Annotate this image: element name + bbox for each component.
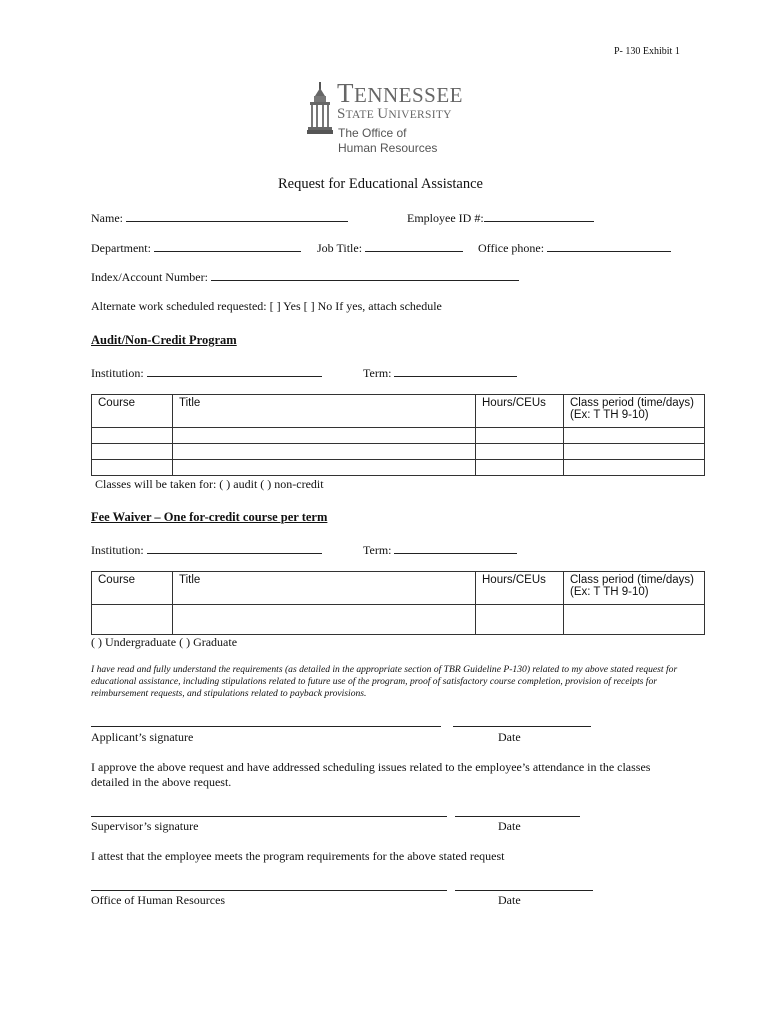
- class-period-header: [564, 572, 705, 605]
- audit-term-field[interactable]: [363, 365, 517, 381]
- approval-text: I approve the above request and have addressed scheduling issues related to the employee’s attendance in the classes detailed in the above request.: [91, 760, 651, 789]
- hr-date-label: Date: [498, 893, 521, 907]
- department-label: Department:: [91, 241, 151, 255]
- table-cell[interactable]: [564, 444, 705, 460]
- table-cell[interactable]: [92, 460, 173, 476]
- hours-header: Hours/CEUs: [476, 395, 564, 428]
- name-label: Name:: [91, 211, 123, 225]
- hr-date-line[interactable]: [455, 890, 593, 891]
- employee-id-label: Employee ID #:: [407, 211, 484, 225]
- course-header: Course: [92, 572, 173, 605]
- table-cell[interactable]: [476, 428, 564, 444]
- supervisor-date-line[interactable]: [455, 816, 580, 817]
- supervisor-signature-label: Supervisor’s signature: [91, 819, 199, 833]
- employee-id-field[interactable]: [407, 210, 594, 226]
- applicant-signature-line[interactable]: [91, 726, 441, 727]
- hr-signature-label: Office of Human Resources: [91, 893, 226, 907]
- acknowledgement-statement: I have read and fully understand the requirements (as detailed in the appropriate section of TBR Guideline P-130) related to my above stated request for educational assistance, including stipulations related to future use of the program, proof of satisfactory course completion, provision of receipts for reimbursement requests, and stipulations related to payback provisions.: [91, 664, 678, 699]
- applicant-signature-label: Applicant’s signature: [91, 730, 194, 744]
- fee-term-blank[interactable]: [394, 542, 517, 554]
- index-account-field[interactable]: [91, 269, 519, 285]
- index-account-blank[interactable]: [211, 269, 519, 281]
- audit-course-table: [91, 394, 705, 476]
- supervisor-date-label: Date: [498, 819, 521, 833]
- logo-line2-rest-u: NIVERSITY: [388, 109, 452, 121]
- logo-line1-initial: T: [337, 78, 354, 108]
- table-header-row: [92, 572, 705, 605]
- office-phone-label: Office phone:: [478, 241, 545, 255]
- class-period-header: [564, 395, 705, 428]
- course-header: Course: [92, 395, 173, 428]
- table-cell[interactable]: [173, 428, 476, 444]
- logo-line2-initial-s: S: [337, 106, 346, 122]
- classes-taken-note: Classes will be taken for: ( ) audit ( ) non-credit: [95, 477, 324, 491]
- table-cell[interactable]: [476, 605, 564, 635]
- audit-institution-field[interactable]: [91, 365, 322, 381]
- table-cell[interactable]: [476, 444, 564, 460]
- office-phone-blank[interactable]: [547, 240, 671, 252]
- fee-term-field[interactable]: [363, 542, 517, 558]
- audit-term-label: Term:: [363, 366, 392, 380]
- class-period-example: (Ex: T TH 9-10): [570, 586, 649, 598]
- table-cell[interactable]: [173, 460, 476, 476]
- audit-institution-label: Institution:: [91, 366, 144, 380]
- table-row[interactable]: [92, 444, 705, 460]
- table-header-row: [92, 395, 705, 428]
- table-cell[interactable]: [173, 444, 476, 460]
- index-account-label: Index/Account Number:: [91, 270, 208, 284]
- logo-office-line1: The Office of: [338, 126, 407, 140]
- logo-office-line2: Human Resources: [338, 141, 438, 155]
- office-phone-field[interactable]: [478, 240, 671, 256]
- alternate-schedule-text: Alternate work scheduled requested: [ ] Yes [ ] No If yes, attach schedule: [91, 299, 442, 313]
- logo-line2-initial-u: U: [377, 106, 389, 122]
- audit-section-heading: Audit/Non-Credit Program: [91, 333, 237, 347]
- applicant-date-label: Date: [498, 730, 521, 744]
- name-blank[interactable]: [126, 210, 348, 222]
- fee-waiver-course-table: [91, 571, 705, 635]
- logo-line2-rest-s: TATE: [345, 109, 378, 121]
- audit-institution-blank[interactable]: [147, 365, 322, 377]
- university-building-icon: [307, 82, 335, 138]
- fee-institution-blank[interactable]: [147, 542, 322, 554]
- class-period-label: Class period (time/days): [570, 397, 694, 409]
- level-note: ( ) Undergraduate ( ) Graduate: [91, 635, 238, 649]
- applicant-date-line[interactable]: [453, 726, 591, 727]
- department-blank[interactable]: [154, 240, 301, 252]
- table-row[interactable]: [92, 460, 705, 476]
- university-logo: [307, 80, 477, 158]
- table-cell[interactable]: [173, 605, 476, 635]
- audit-term-blank[interactable]: [394, 365, 517, 377]
- table-row[interactable]: [92, 428, 705, 444]
- supervisor-signature-line[interactable]: [91, 816, 447, 817]
- table-cell[interactable]: [92, 428, 173, 444]
- table-cell[interactable]: [92, 444, 173, 460]
- class-period-label: Class period (time/days): [570, 574, 694, 586]
- job-title-label: Job Title:: [317, 241, 363, 255]
- exhibit-label: P- 130 Exhibit 1: [614, 46, 680, 57]
- fee-institution-field[interactable]: [91, 542, 322, 558]
- fee-term-label: Term:: [363, 543, 392, 557]
- job-title-field[interactable]: [317, 240, 463, 256]
- fee-waiver-heading: Fee Waiver – One for-credit course per term: [91, 510, 328, 524]
- table-row[interactable]: [92, 605, 705, 635]
- table-cell[interactable]: [476, 460, 564, 476]
- job-title-blank[interactable]: [365, 240, 463, 252]
- title-header: Title: [173, 572, 476, 605]
- form-title: Request for Educational Assistance: [278, 176, 483, 192]
- title-header: Title: [173, 395, 476, 428]
- attest-text: I attest that the employee meets the program requirements for the above stated request: [91, 849, 505, 863]
- table-cell[interactable]: [564, 460, 705, 476]
- logo-line1-rest: ENNESSEE: [354, 83, 463, 107]
- table-cell[interactable]: [92, 605, 173, 635]
- employee-id-blank[interactable]: [484, 210, 594, 222]
- department-field[interactable]: [91, 240, 301, 256]
- table-cell[interactable]: [564, 428, 705, 444]
- class-period-example: (Ex: T TH 9-10): [570, 409, 649, 421]
- fee-institution-label: Institution:: [91, 543, 144, 557]
- name-field[interactable]: [91, 210, 348, 226]
- hours-header: Hours/CEUs: [476, 572, 564, 605]
- table-cell[interactable]: [564, 605, 705, 635]
- hr-signature-line[interactable]: [91, 890, 447, 891]
